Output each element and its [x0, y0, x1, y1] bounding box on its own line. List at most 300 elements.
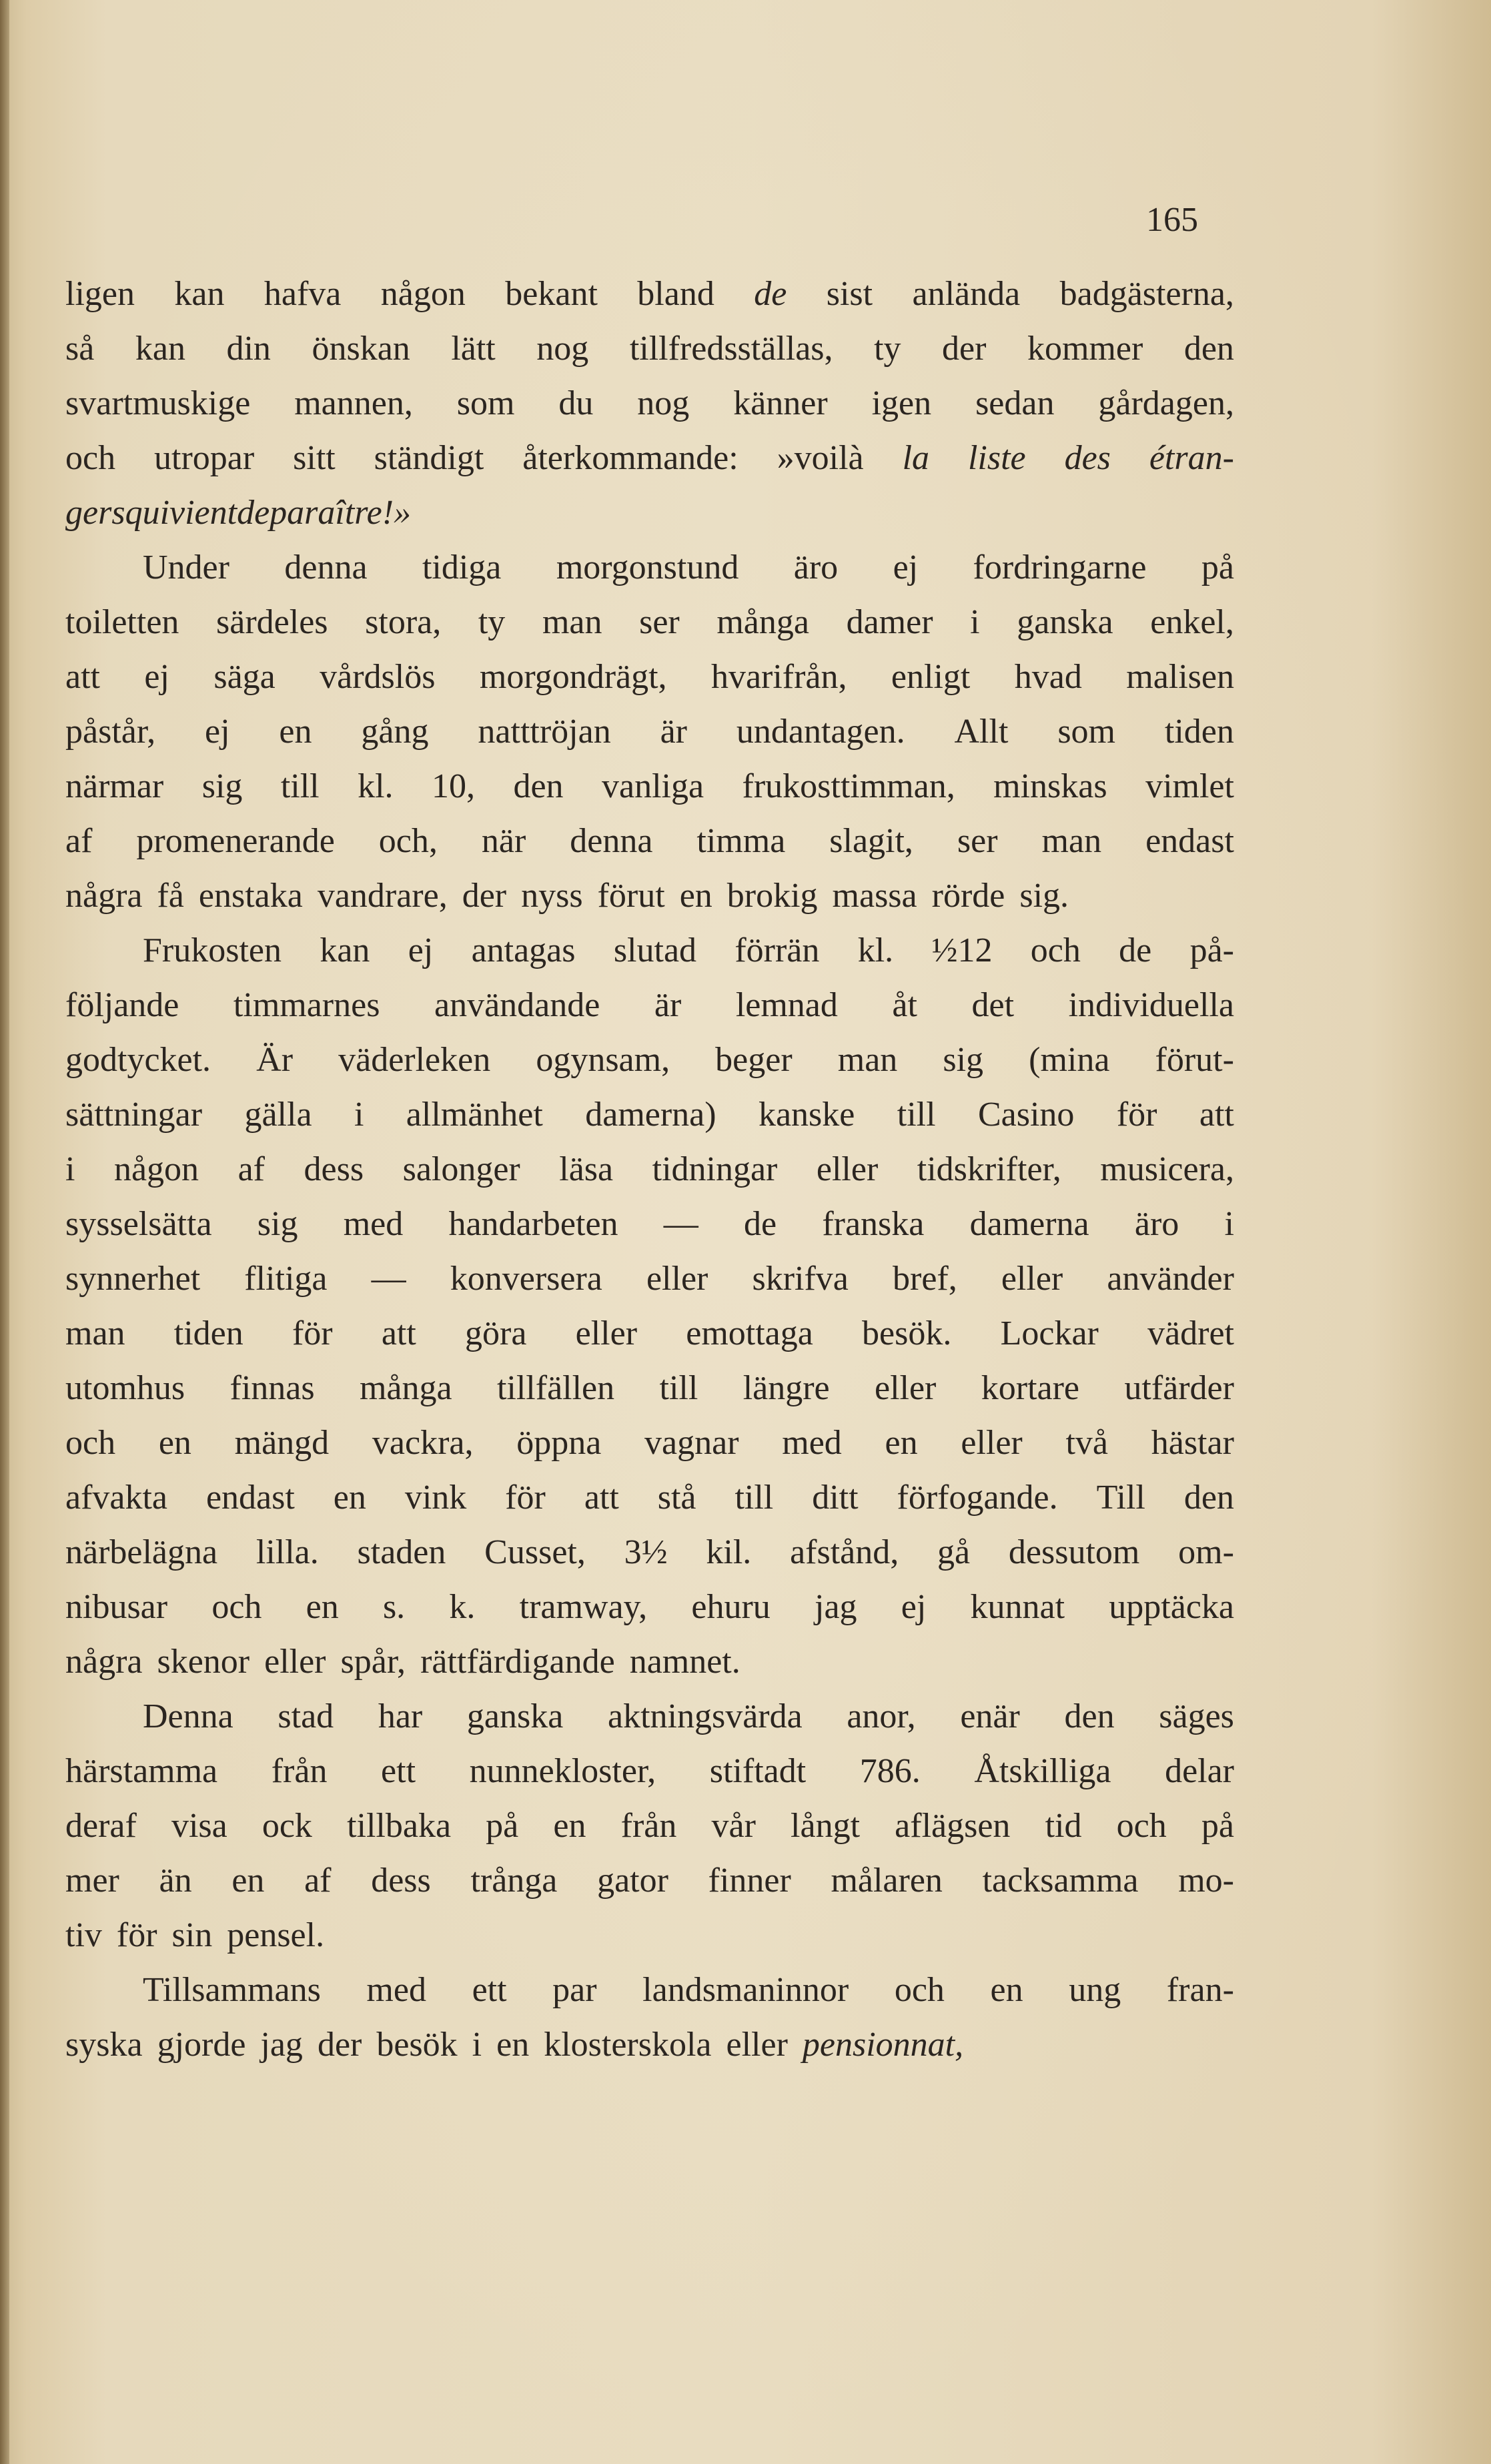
word: de: [237, 494, 270, 532]
word: eller: [726, 2026, 788, 2064]
word: paraître!»: [270, 494, 412, 532]
word: eller: [961, 1424, 1023, 1462]
word: dess: [371, 1862, 431, 1900]
word: på: [1201, 1807, 1234, 1845]
word: bland: [637, 275, 714, 313]
word: utomhus: [65, 1369, 185, 1407]
word: några: [65, 877, 143, 915]
word: stå: [657, 1479, 696, 1517]
word: sig: [201, 767, 243, 805]
word: på-: [1189, 931, 1234, 969]
text-line: [65, 1963, 1234, 2018]
word: sist: [826, 275, 873, 313]
word: stiftadt: [709, 1752, 807, 1790]
word: läsa: [559, 1150, 614, 1188]
word: anor,: [847, 1697, 916, 1735]
word: des: [1064, 439, 1111, 477]
word: på: [486, 1807, 519, 1845]
word: säga: [213, 658, 276, 696]
word: ser: [639, 603, 680, 641]
word: eller: [1001, 1260, 1063, 1298]
word: s.: [382, 1588, 406, 1626]
word: musicera,: [1100, 1150, 1234, 1188]
word: nunnekloster,: [469, 1752, 656, 1790]
word: ej: [144, 658, 169, 696]
word: några: [65, 1643, 143, 1681]
word: känner: [733, 384, 828, 422]
word: ej: [901, 1588, 927, 1626]
word: lätt: [451, 330, 496, 368]
word: k.: [449, 1588, 476, 1626]
word: med: [343, 1205, 404, 1243]
word: och: [65, 1424, 116, 1462]
word: morgondrägt,: [479, 658, 667, 696]
word: att: [584, 1479, 619, 1517]
text-line: [65, 1635, 1234, 1689]
word: damerna: [969, 1205, 1089, 1243]
word: kl.: [358, 767, 394, 805]
body-text: [65, 267, 1234, 2072]
word: tidiga: [422, 548, 502, 586]
word: ½12: [931, 931, 993, 969]
word: denna: [284, 548, 368, 586]
word: ty: [478, 603, 506, 641]
word: gälla: [244, 1096, 312, 1134]
word: ty: [874, 330, 901, 368]
word: stad: [278, 1697, 334, 1735]
word: önskan: [312, 330, 410, 368]
word: salonger: [402, 1150, 520, 1188]
word: fordringarne: [973, 548, 1147, 586]
word: särdeles: [216, 603, 328, 641]
word: så: [65, 330, 95, 368]
word: en: [231, 1862, 265, 1900]
word: att: [381, 1314, 416, 1352]
word: tiden: [173, 1314, 243, 1352]
word: vanliga: [602, 767, 704, 805]
text-line: [65, 1416, 1234, 1471]
text-line: [65, 759, 1234, 814]
word: (mina: [1029, 1041, 1110, 1079]
word: i: [472, 2026, 482, 2064]
word: 786.: [859, 1752, 921, 1790]
word: tacksamma: [982, 1862, 1139, 1900]
word: ditt: [812, 1479, 859, 1517]
paragraph: [65, 267, 1234, 540]
word: enkel,: [1150, 603, 1234, 641]
word: ser: [957, 822, 998, 860]
word: der: [462, 877, 507, 915]
word: »voilà: [777, 439, 864, 477]
word: —: [371, 1260, 406, 1298]
word: antagas: [471, 931, 576, 969]
text-line: [65, 595, 1234, 650]
word: kortare: [981, 1369, 1079, 1407]
word: —: [663, 1205, 698, 1243]
text-line: [65, 267, 1234, 322]
word: vår: [711, 1807, 756, 1845]
word: af: [65, 822, 93, 860]
word: vackra,: [372, 1424, 474, 1462]
word: malisen: [1126, 658, 1234, 696]
word: förrän: [734, 931, 820, 969]
text-line: [65, 486, 1234, 540]
word: äro: [793, 548, 839, 586]
word: göra: [465, 1314, 527, 1352]
word: en: [158, 1424, 191, 1462]
word: Cusset,: [484, 1533, 586, 1571]
text-line: [65, 1252, 1234, 1306]
word: kunnat: [970, 1588, 1065, 1626]
word: när: [481, 822, 526, 860]
word: gjorde: [157, 2026, 246, 2064]
word: kan: [135, 330, 185, 368]
word: tramway,: [519, 1588, 648, 1626]
word: sysselsätta: [65, 1205, 212, 1243]
word: hvarifrån,: [710, 658, 847, 696]
word: att: [65, 658, 100, 696]
word: en: [885, 1424, 918, 1462]
word: är: [654, 986, 682, 1024]
word: säges: [1159, 1697, 1234, 1735]
word: individuella: [1068, 986, 1234, 1024]
word: man: [1041, 822, 1102, 860]
word: tillfredsställas,: [629, 330, 833, 368]
word: tidskrifter,: [917, 1150, 1061, 1188]
word: kan: [320, 931, 370, 969]
word: sig: [257, 1205, 298, 1243]
word: få: [157, 877, 184, 915]
word: till: [734, 1479, 774, 1517]
text-line: [65, 1197, 1234, 1252]
word: kommer: [1027, 330, 1143, 368]
word: Denna: [143, 1697, 233, 1735]
word: tidningar: [652, 1150, 778, 1188]
word: anlända: [912, 275, 1021, 313]
word: der: [317, 2026, 362, 2064]
word: emottaga: [686, 1314, 813, 1352]
word: följande: [65, 986, 179, 1024]
word: det: [971, 986, 1015, 1024]
word: de: [744, 1205, 777, 1243]
word: målaren: [831, 1862, 943, 1900]
word: än: [159, 1862, 192, 1900]
word: morgonstund: [556, 548, 739, 586]
word: Tillsammans: [143, 1971, 321, 2009]
word: med: [782, 1424, 842, 1462]
word: svartmuskige: [65, 384, 251, 422]
word: förut: [597, 877, 665, 915]
word: vagnar: [644, 1424, 739, 1462]
word: vient: [169, 494, 237, 532]
word: eller: [264, 1643, 326, 1681]
word: har: [378, 1697, 423, 1735]
word: till: [659, 1369, 698, 1407]
text-line: [65, 322, 1234, 376]
word: aktningsvärda: [607, 1697, 803, 1735]
word: enär: [960, 1697, 1020, 1735]
word: denna: [570, 822, 653, 860]
word: deraf: [65, 1807, 137, 1845]
word: åt: [892, 986, 917, 1024]
word: två: [1065, 1424, 1108, 1462]
word: utfärder: [1124, 1369, 1234, 1407]
word: nog: [536, 330, 589, 368]
text-line: [65, 1908, 1234, 1963]
word: gårdagen,: [1098, 384, 1234, 422]
word: namnet.: [629, 1643, 740, 1681]
word: Är: [256, 1041, 294, 1079]
word: massa: [832, 877, 917, 915]
word: skrifva: [752, 1260, 849, 1298]
word: eller: [816, 1150, 879, 1188]
text-line: [65, 1033, 1234, 1088]
text-line: [65, 540, 1234, 595]
word: finnas: [229, 1369, 315, 1407]
word: godtycket.: [65, 1041, 211, 1079]
word: aflägsen: [895, 1807, 1011, 1845]
word: slutad: [613, 931, 697, 969]
word: spår,: [340, 1643, 406, 1681]
word: hafva: [264, 275, 342, 313]
word: pensel.: [227, 1916, 325, 1954]
word: sitt: [293, 439, 336, 477]
word: natttröjan: [478, 713, 611, 751]
word: brokig: [726, 877, 818, 915]
text-line: [65, 978, 1234, 1033]
text-line: [65, 1689, 1234, 1744]
word: rörde: [931, 877, 1005, 915]
word: ett: [381, 1752, 416, 1790]
word: vårdslös: [320, 658, 436, 696]
word: enligt: [891, 658, 971, 696]
word: längre: [742, 1369, 830, 1407]
word: påstår,: [65, 713, 156, 751]
word: någon: [380, 275, 466, 313]
word: af: [237, 1150, 265, 1188]
text-line: [65, 2018, 1234, 2072]
word: par: [552, 1971, 597, 2009]
word: gå: [937, 1533, 971, 1571]
text-line: [65, 1361, 1234, 1416]
word: en: [553, 1807, 586, 1845]
word: Till: [1096, 1479, 1145, 1517]
word: endast: [205, 1479, 295, 1517]
word: närbelägna: [65, 1533, 218, 1571]
word: liste: [967, 439, 1026, 477]
word: den: [1183, 330, 1234, 368]
word: från: [271, 1752, 328, 1790]
word: vandrare,: [317, 877, 448, 915]
word: beger: [715, 1041, 793, 1079]
word: promenerande: [136, 822, 335, 860]
word: nyss: [521, 877, 583, 915]
word: de: [1119, 931, 1152, 969]
text-line: [65, 431, 1234, 486]
word: sättningar: [65, 1096, 203, 1134]
word: ganska: [1017, 603, 1113, 641]
word: rättfärdigande: [420, 1643, 615, 1681]
text-line: [65, 869, 1234, 923]
word: för: [292, 1314, 333, 1352]
word: ett: [472, 1971, 507, 2009]
word: timma: [696, 822, 786, 860]
text-line: [65, 1471, 1234, 1525]
word: använder: [1107, 1260, 1234, 1298]
text-line: [65, 1580, 1234, 1635]
text-line: [65, 705, 1234, 759]
word: 3½: [624, 1533, 668, 1571]
word: dess: [304, 1150, 364, 1188]
word: slagit,: [829, 822, 913, 860]
word: mer: [65, 1862, 119, 1900]
word: ej: [893, 548, 919, 586]
word: med: [366, 1971, 426, 2009]
word: och: [65, 439, 116, 477]
text-line: [65, 1854, 1234, 1908]
word: öppna: [516, 1424, 602, 1462]
word: den: [513, 767, 564, 805]
word: och,: [378, 822, 438, 860]
word: på: [1201, 548, 1234, 586]
word: många: [716, 603, 809, 641]
word: mannen,: [294, 384, 413, 422]
word: mängd: [234, 1424, 330, 1462]
word: franska: [822, 1205, 925, 1243]
word: och: [894, 1971, 945, 2009]
word: ogynsam,: [536, 1041, 670, 1079]
word: gers: [65, 494, 125, 532]
word: delar: [1165, 1752, 1234, 1790]
word: 10,: [432, 767, 475, 805]
text-line: [65, 376, 1234, 431]
word: vimlet: [1145, 767, 1234, 805]
word: man: [542, 603, 602, 641]
word: jag: [815, 1588, 857, 1626]
word: fran-: [1166, 1971, 1234, 2009]
word: i: [970, 603, 980, 641]
word: tid: [1045, 1807, 1082, 1845]
word: igen: [871, 384, 932, 422]
word: närmar: [65, 767, 164, 805]
word: bekant: [505, 275, 598, 313]
word: enstaka: [198, 877, 303, 915]
word: trånga: [470, 1862, 558, 1900]
word: Frukosten: [143, 931, 282, 969]
word: och: [1116, 1807, 1167, 1845]
word: väderleken: [338, 1041, 491, 1079]
word: flitiga: [244, 1260, 328, 1298]
word: en: [333, 1479, 366, 1517]
word: minskas: [993, 767, 1107, 805]
word: gator: [597, 1862, 668, 1900]
word: vink: [404, 1479, 467, 1517]
word: utropar: [154, 439, 255, 477]
word: synnerhet: [65, 1260, 201, 1298]
word: mo-: [1178, 1862, 1234, 1900]
word: i: [354, 1096, 364, 1134]
word: konversera: [450, 1260, 602, 1298]
word: kil.: [706, 1533, 752, 1571]
word: ständigt: [374, 439, 484, 477]
word: en: [496, 2026, 530, 2064]
word: besök.: [862, 1314, 952, 1352]
word: afvakta: [65, 1479, 168, 1517]
word: ung: [1069, 1971, 1121, 2009]
word: damerna): [585, 1096, 716, 1134]
word: besök: [376, 2026, 458, 2064]
word: toiletten: [65, 603, 179, 641]
word: Lockar: [1000, 1314, 1099, 1352]
word: sig.: [1019, 877, 1069, 915]
text-line: [65, 1744, 1234, 1799]
word: återkommande:: [522, 439, 738, 477]
word: gång: [361, 713, 429, 751]
word: sedan: [975, 384, 1055, 422]
word: ligen: [65, 275, 135, 313]
word: från: [620, 1807, 677, 1845]
word: användande: [434, 986, 600, 1024]
word: du: [558, 384, 594, 422]
word: och: [211, 1588, 262, 1626]
word: af: [304, 1862, 332, 1900]
word: ehuru: [691, 1588, 771, 1626]
word: kl.: [857, 931, 894, 969]
word: sin: [171, 1916, 213, 1954]
book-spine-shadow: [0, 0, 9, 2464]
text-line: [65, 1088, 1234, 1142]
text-line: [65, 650, 1234, 705]
word: landsmaninnor: [642, 1971, 849, 2009]
text-line: [65, 1306, 1234, 1361]
word: i: [1224, 1205, 1234, 1243]
word: tiden: [1164, 713, 1234, 751]
word: i: [65, 1150, 75, 1188]
word: klosterskola: [544, 2026, 712, 2064]
word: äro: [1134, 1205, 1179, 1243]
word: syska: [65, 2026, 143, 2064]
word: ock: [262, 1807, 312, 1845]
word: Allt: [954, 713, 1009, 751]
word: eller: [875, 1369, 937, 1407]
word: de: [754, 275, 787, 313]
word: frukosttimman,: [742, 767, 955, 805]
word: finner: [708, 1862, 791, 1900]
word: kanske: [758, 1096, 855, 1134]
word: ganska: [466, 1697, 564, 1735]
word: en: [306, 1588, 339, 1626]
word: till: [280, 767, 320, 805]
word: är: [660, 713, 687, 751]
text-line: [65, 923, 1234, 978]
word: skenor: [157, 1643, 250, 1681]
word: att: [1199, 1096, 1234, 1134]
word: endast: [1145, 822, 1234, 860]
word: étran-: [1149, 439, 1234, 477]
word: förfogande.: [897, 1479, 1058, 1517]
word: eller: [646, 1260, 708, 1298]
word: nog: [637, 384, 690, 422]
word: en: [990, 1971, 1023, 2009]
word: Åtskilliga: [974, 1752, 1111, 1790]
word: handarbeten: [448, 1205, 618, 1243]
word: kan: [174, 275, 225, 313]
word: pensionnat,: [802, 2026, 964, 2064]
word: tiv: [65, 1916, 102, 1954]
word: långt: [791, 1807, 861, 1845]
word: hvad: [1014, 658, 1082, 696]
page-number: 165: [1146, 201, 1198, 239]
